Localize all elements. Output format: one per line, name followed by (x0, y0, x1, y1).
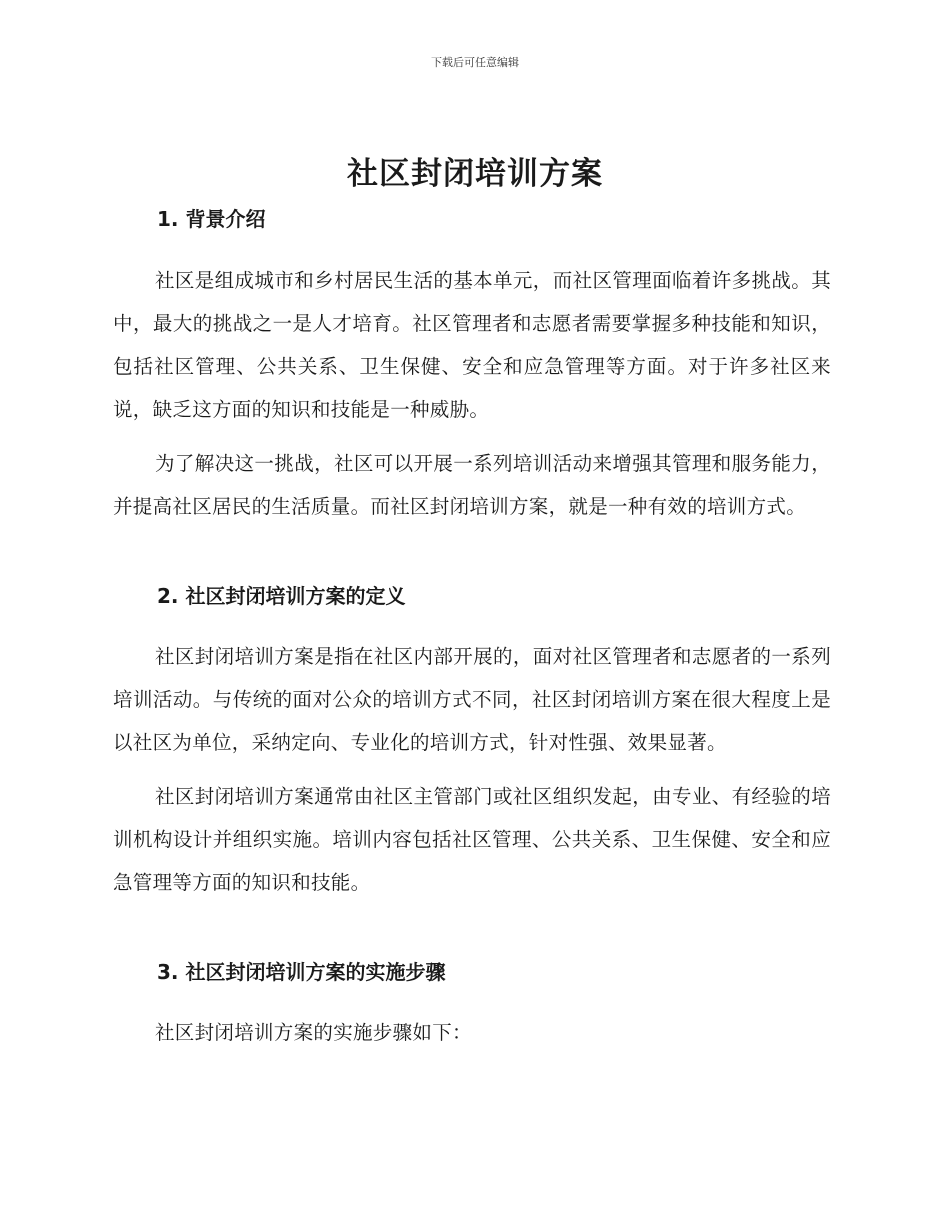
paragraph: 为了解决这一挑战，社区可以开展一系列培训活动来增强其管理和服务能力，并提高社区居民的生活质量。而社区封闭培训方案，就是一种有效的培训方式。 (113, 452, 831, 518)
paragraph: 社区是组成城市和乡村居民生活的基本单元，而社区管理面临着许多挑战。其中，最大的挑战之一是人才培育。社区管理者和志愿者需要掌握多种技能和知识，包括社区管理、公共关系、卫生保健、安全和应急管理等方面。对于许多社区来说，缺乏这方面的知识和技能是一种威胁。 (113, 269, 831, 421)
header-note: 下载后可任意编辑 (431, 56, 519, 69)
section-definition (113, 581, 831, 904)
paragraph: 社区封闭培训方案的实施步骤如下： (155, 1021, 472, 1044)
section-heading: 2. 社区封闭培训方案的定义 (157, 584, 406, 608)
section-implementation-steps (113, 957, 831, 1054)
section-heading: 3. 社区封闭培训方案的实施步骤 (157, 960, 446, 984)
section-heading: 1. 背景介绍 (157, 207, 266, 231)
section-background (113, 204, 831, 528)
document-title: 社区封闭培训方案 (347, 156, 603, 192)
paragraph: 社区封闭培训方案通常由社区主管部门或社区组织发起，由专业、有经验的培训机构设计并组织实施。培训内容包括社区管理、公共关系、卫生保健、安全和应急管理等方面的知识和技能。 (113, 785, 831, 894)
paragraph: 社区封闭培训方案是指在社区内部开展的，面对社区管理者和志愿者的一系列培训活动。与传统的面对公众的培训方式不同，社区封闭培训方案在很大程度上是以社区为单位，采纳定向、专业化的培训方式，针对性强、效果显著。 (113, 645, 831, 754)
